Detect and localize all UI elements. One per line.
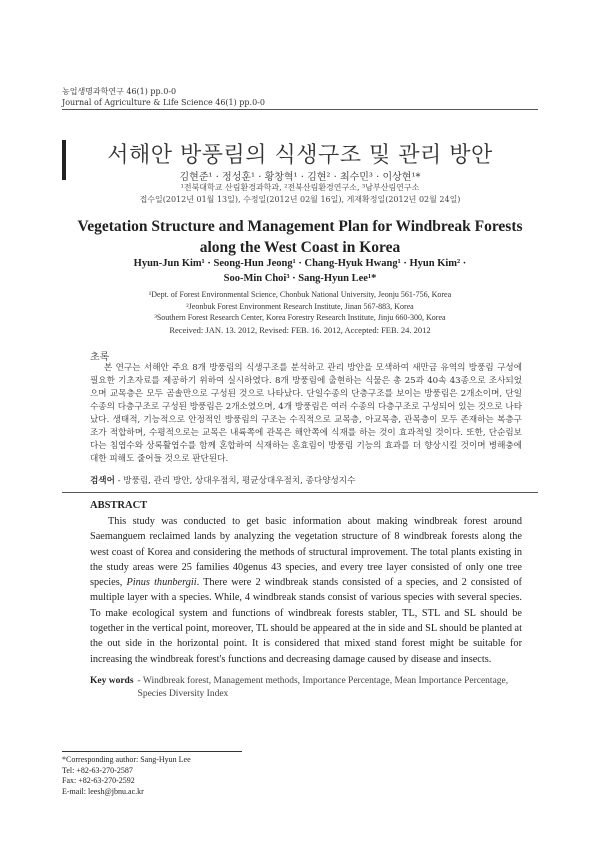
received-dates-english: Received: JAN. 13. 2012, Revised: FEB. 16. 2012, Accepted: FEB. 24. 2012 [169,325,431,335]
corresponding-author-footnote [62,755,191,797]
authors-english [62,256,538,286]
corresponding-author: *Corresponding author: Sang-Hyun Lee [62,755,191,764]
authors-english-line-2: Soo-Min Choi³ · Sang-Hyun Lee¹* [223,273,377,284]
dates-korean: 접수일(2012년 01월 13일), 수정일(2012년 02월 16일), 게재확정일(2012년 02월 24일) [139,195,461,204]
title-english-line-1: Vegetation Structure and Management Plan for Windbreak Forests [77,218,523,235]
keywords-english-list: - Windbreak forest, Management methods, Importance Percentage, Mean Importance Percentage, Species Diversity Index [137,676,509,699]
keywords-korean-list: - 방풍림, 관리 방안, 상대우점치, 평균상대우점치, 종다양성지수 [114,476,356,486]
authors-english-line-1: Hyun-Jun Kim¹ · Seong-Hun Jeong¹ · Chang-Hyuk Hwang¹ · Hyun Kim² · [133,258,467,269]
title-english-line-2: along the West Coast in Korea [199,239,401,256]
keywords-korean [90,474,522,486]
title-korean: 서해안 방풍림의 식생구조 및 관리 방안 [107,143,493,168]
section-rule [62,492,538,493]
authors-korean: 김현준¹ · 정성훈¹ · 황창혁¹ · 김현² · 최수민³ · 이상현¹* [179,172,421,183]
affiliation-english [62,289,538,324]
affiliation-english-1: ¹Dept. of Forest Environmental Science, Chonbuk National University, Jeonju 561-756, Korea [148,290,452,299]
footnote-rule [62,751,242,752]
header-rule [62,109,538,110]
journal-header [62,86,265,108]
keywords-korean-label: 검색어 [90,476,115,486]
abstract-english-part-2: . There were 2 windbreak stands consisted of a species, and 2 consisted of multiple layer with a species. While, 4 windbreak stands consist of various species with several species. To make ecological system and functions of windbreak forests stabler, TL, STL and SL should be together in the vertical point, moreover, TL should be appeared at the in side and SL should be planted at the out side in the horizontal point. It is considered that mixed stand forest might be suitable for increasing the windbreak forest's functions and decreasing damage caused by disease and insects. [90,577,522,665]
keywords-english [90,675,522,701]
affiliation-korean: ¹전북대학교 산림환경과학과, ²전북산림환경연구소, ³남부산림연구소 [180,183,420,192]
journal-name-en: Journal of Agriculture & Life Science 46(1) pp.0-0 [62,98,265,107]
species-name: Pinus thunbergii [126,577,197,589]
telephone: Tel: +82-63-270-2587 [62,765,133,775]
abstract-english-part-1: This study was conducted to get basic information about making windbreak forest around Saemanguem reclaimed lands by analyzing the vegetation structure of 8 windbreak forests along the west coast of Korea and considering the methods of structural improvement. The total plants existing in the study areas were 25 families 40genus 43 species, and every tree layer consisted of only one tree species, [90,516,522,589]
abstract-english-body [90,514,522,667]
journal-name-kr: 농업생명과학연구 46(1) pp.0-0 [62,87,177,96]
abstract-korean-heading: 초록 [90,352,110,363]
title-english [62,216,538,258]
affiliation-english-3: ³Southern Forest Research Center, Korea Forestry Research Institute, Jinju 660-300, Korea [154,313,446,322]
abstract-english-heading: ABSTRACT [90,500,148,511]
affiliation-english-2: ²Jeonbuk Forest Environment Research Institute, Jinan 567-883, Korea [186,301,414,311]
email: E-mail: leesh@jbnu.ac.kr [62,786,144,796]
abstract-korean-body: 본 연구는 서해안 주요 8개 방풍림의 식생구조를 분석하고 관리 방안을 모색하여 새만금 유역의 방풍림 구성에 필요한 기초자료를 제공하기 위하여 실시하였다. 8개 방풍림에 출현하는 식물은 총 25과 40속 43종으로 조사되었으며 교목층은 모두 곰솔만으로 구성된 것으로 나타났다. 단일수종의 단층구조를 보이는 방풍림은 2개소이며, 단일수종의 다층구조로 구성된 방풍림은 2개소였으며, 4개 방풍림은 여러 수종의 다층구조로 구성되어 있는 것으로 나타났다. 생태적, 기능적으로 안정적인 방풍림의 구조는 수직적으로 교목층, 아교목층, 관목층이 모두 존재하는 복층구조가 적합하며, 수평적으로는 교목은 내륙쪽에 관목은 해안쪽에 식재를 하는 것이 효과적일 것이다. 또한, 단순림보다는 침엽수와 상록활엽수를 함께 혼합하여 식재하는 혼효림이 방풍림 기능의 효과를 더 향상시킬 것이며 병해충에 대한 피해도 줄어들 것으로 판단된다. [90,363,522,464]
keywords-english-label: Key words [90,676,134,686]
fax: Fax: +82-63-270-2592 [62,776,135,785]
